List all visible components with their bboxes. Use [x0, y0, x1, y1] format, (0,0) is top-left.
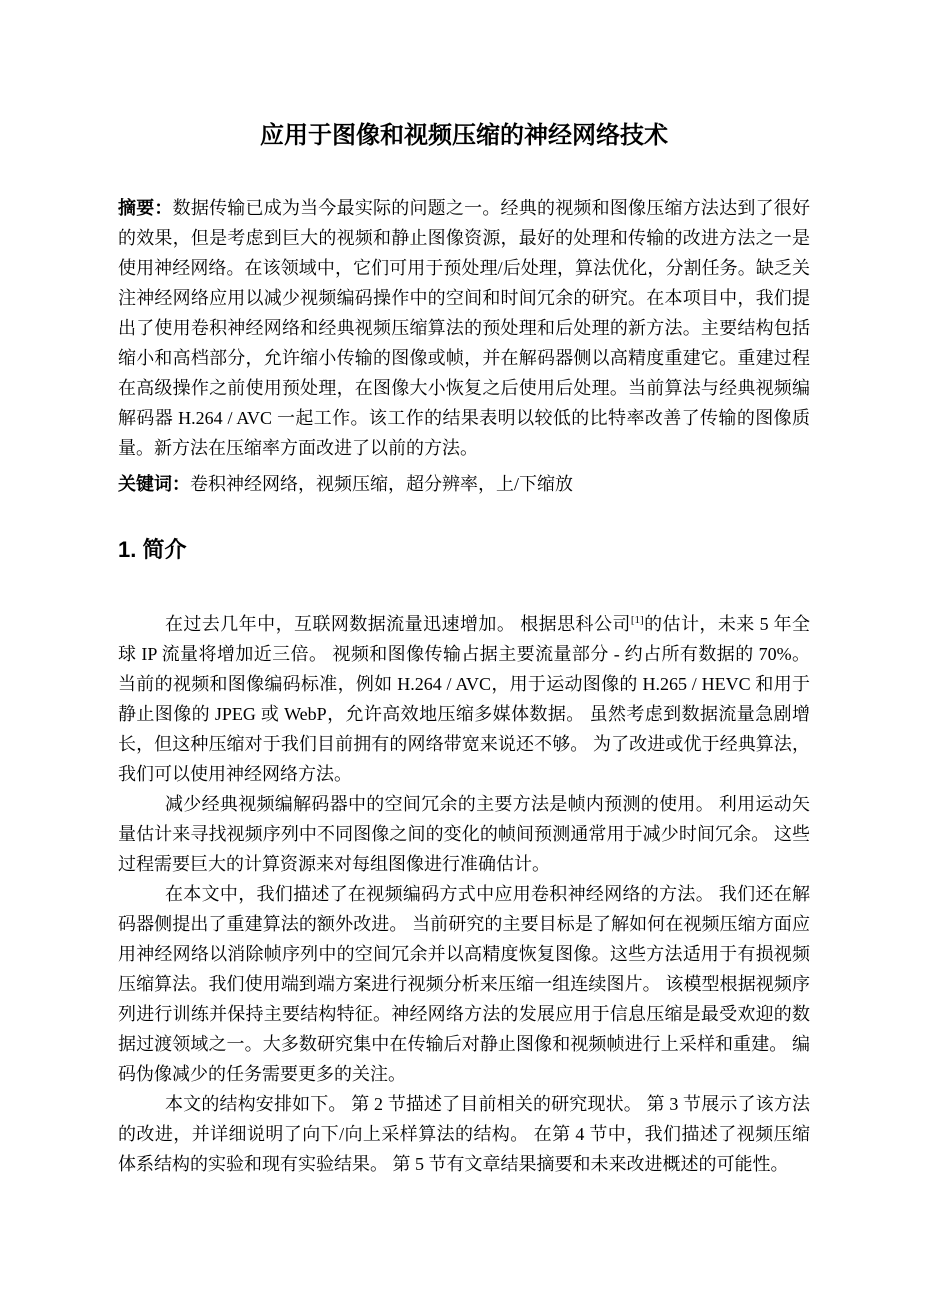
paper-title: 应用于图像和视频压缩的神经网络技术 — [260, 122, 668, 149]
intro-paragraph-1-text-before-ref: 在过去几年中，互联网数据流量迅速增加。 根据思科公司 — [165, 614, 631, 634]
abstract-label: 摘要： — [118, 198, 173, 218]
intro-paragraph-3: 在本文中，我们描述了在视频编码方式中应用卷积神经网络的方法。 我们还在解码器侧提出了重建算法的额外改进。 当前研究的主要目标是了解如何在视频压缩方面应用神经网络以消除帧序列中的空间冗余并以高精度恢复图像。这些方法适用于有损视频压缩算法。我们使用端到端方案进行视频分析来压缩一组连续图片。 该模型根据视频序列进行训练并保持主要结构特征。神经网络方法的发展应用于信息压缩是最受欢迎的数据过渡领域之一。大多数研究集中在传输后对静止图像和视频帧进行上采样和重建。 编码伪像减少的任务需要更多的关注。 — [118, 884, 810, 1084]
intro-paragraph-4: 本文的结构安排如下。 第 2 节描述了目前相关的研究现状。 第 3 节展示了该方法的改进，并详细说明了向下/向上采样算法的结构。 在第 4 节中，我们描述了视频压缩体系结构的实验和现有实验结果。 第 5 节有文章结果摘要和未来改进概述的可能性。 — [118, 1094, 810, 1174]
keywords-text: 卷积神经网络，视频压缩，超分辨率，上/下缩放 — [190, 474, 573, 494]
keywords-line — [118, 469, 810, 499]
abstract-paragraph — [118, 193, 810, 463]
citation-ref-1: [1] — [630, 614, 644, 626]
section-1-heading: 1. 简介 — [118, 537, 187, 562]
intro-paragraph-1 — [118, 609, 810, 789]
abstract-text: 数据传输已成为当今最实际的问题之一。经典的视频和图像压缩方法达到了很好的效果，但是考虑到巨大的视频和静止图像资源，最好的处理和传输的改进方法之一是使用神经网络。在该领域中，它们可用于预处理/后处理，算法优化，分割任务。缺乏关注神经网络应用以减少视频编码操作中的空间和时间冗余的研究。在本项目中，我们提出了使用卷积神经网络和经典视频压缩算法的预处理和后处理的新方法。主要结构包括缩小和高档部分，允许缩小传输的图像或帧，并在解码器侧以高精度重建它。重建过程在高级操作之前使用预处理，在图像大小恢复之后使用后处理。当前算法与经典视频编解码器 H.264 / AVC 一起工作。该工作的结果表明以较低的比特率改善了传输的图像质量。新方法在压缩率方面改进了以前的方法。 — [118, 198, 811, 458]
intro-paragraph-2: 减少经典视频编解码器中的空间冗余的主要方法是帧内预测的使用。 利用运动矢量估计来寻找视频序列中不同图像之间的变化的帧间预测通常用于减少时间冗余。 这些过程需要巨大的计算资源来对每组图像进行准确估计。 — [118, 794, 810, 874]
intro-paragraph-1-text-after-ref: 的估计，未来 5 年全球 IP 流量将增加近三倍。 视频和图像传输占据主要流量部分 - 约占所有数据的 70%。 当前的视频和图像编码标准，例如 H.264 / AVC，用于运动图像的 H.265 / HEVC 和用于静止图像的 JPEG 或 WebP，允许高效地压缩多媒体数据。 虽然考虑到数据流量急剧增长，但这种压缩对于我们目前拥有的网络带宽来说还不够。 为了改进或优于经典算法，我们可以使用神经网络方法。 — [118, 614, 811, 784]
keywords-label: 关键词： — [118, 474, 190, 494]
